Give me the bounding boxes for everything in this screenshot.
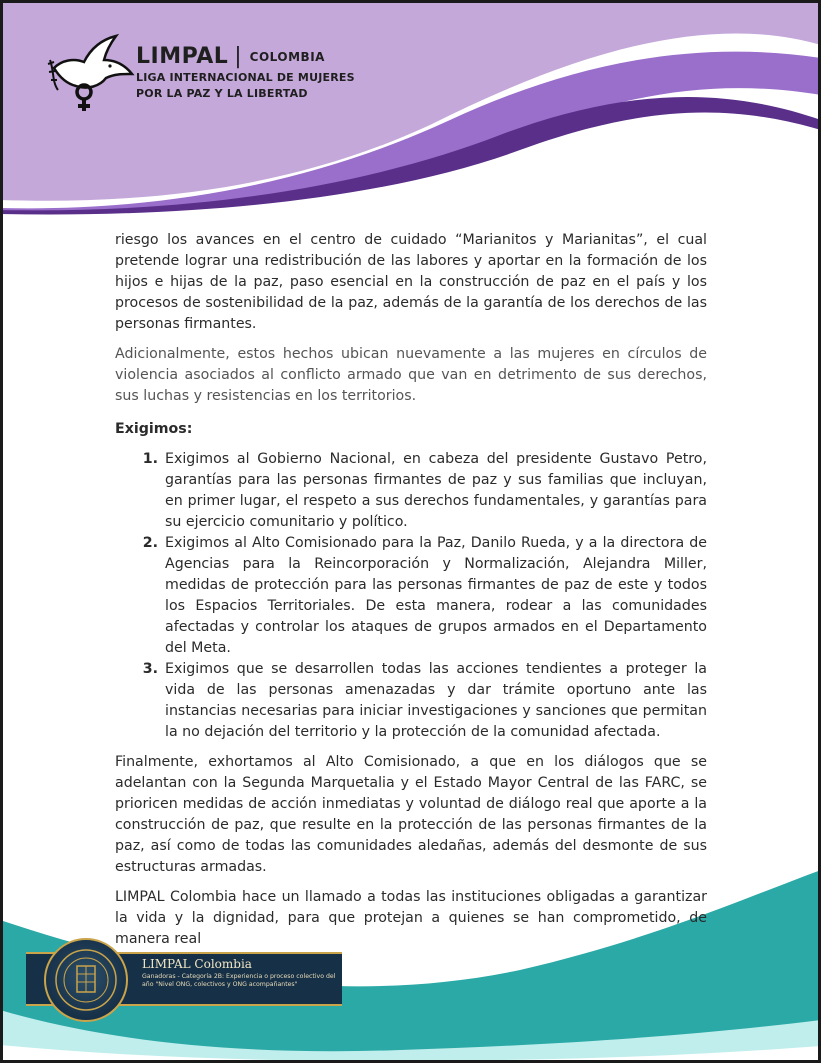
demand-item-1: 1. Exigimos al Gobierno Nacional, en cabeza del presidente Gustavo Petro, garantías para las personas firmantes de paz y sus familias que incluyan, en primer lugar, el respeto a sus derechos fundamentales, y garantías para su ejercicio comunitario y político. xyxy=(163,449,707,533)
brand-subtitle-line-2: POR LA PAZ Y LA LIBERTAD xyxy=(136,87,308,100)
brand-name: LIMPAL xyxy=(136,44,229,69)
body-paragraph-2: Adicionalmente, estos hechos ubican nuevamente a las mujeres en círculos de violencia asociados al conflicto armado que van en detrimento de sus derechos, sus luchas y resistencias en los territorios. xyxy=(115,346,707,404)
award-description: Ganadoras - Categoría 2B: Experiencia o proceso colectivo del año "Nivel ONG, colectivos y ONG acompañantes" xyxy=(142,973,336,988)
document-body xyxy=(115,230,707,959)
brand-subtitle-line-1: LIGA INTERNACIONAL DE MUJERES xyxy=(136,71,355,84)
brand-separator: | xyxy=(234,44,242,69)
demands-heading: Exigimos: xyxy=(115,421,193,437)
award-title: LIMPAL Colombia xyxy=(142,957,252,971)
body-paragraph-4: LIMPAL Colombia hace un llamado a todas las instituciones obligadas a garantizar la vida y la dignidad, para que protejan a quienes se han comprometido, de manera real xyxy=(115,889,707,947)
demand-item-2: 2. Exigimos al Alto Comisionado para la Paz, Danilo Rueda, y a la directora de Agencias para la Reincorporación y Normalización, Alejandra Miller, medidas de protección para las personas firmantes de paz de este y todos los Espacios Territoriales. De esta manera, rodear a las comunidades afectadas y controlar los ataques de grupos armados en el Departamento del Meta. xyxy=(163,533,707,659)
dove-with-venus-symbol-icon xyxy=(40,30,140,112)
award-medal-icon xyxy=(44,938,128,1022)
demand-item-3: 3. Exigimos que se desarrollen todas las acciones tendientes a proteger la vida de las personas amenazadas y dar trámite oportuno ante las instancias necesarias para iniciar investigaciones y sanciones que permitan la no dejación del territorio y la protección de la comunidad afectada. xyxy=(163,659,707,743)
body-paragraph-3: Finalmente, exhortamos al Alto Comisionado, a que en los diálogos que se adelantan con la Segunda Marquetalia y el Estado Mayor Central de las FARC, se prioricen medidas de acción inmediatas y voluntad de diálogo real que aporte a la construcción de paz, que resulte en la protección de las personas firmantes de la paz, así como de todas las comunidades aledañas, además del desmonte de sus estructuras armadas. xyxy=(115,754,707,875)
organization-brand xyxy=(136,44,355,101)
award-banner xyxy=(26,952,342,1006)
brand-country: COLOMBIA xyxy=(249,49,325,64)
body-paragraph-1: riesgo los avances en el centro de cuidado “Marianitos y Marianitas”, el cual pretende lograr una redistribución de las labores y aportar en la formación de los hijos e hijas de la paz, paso esencial en la construcción de paz en el país y los procesos de sostenibilidad de la paz, además de la garantía de los derechos de las personas firmantes. xyxy=(115,232,707,332)
demands-list xyxy=(115,449,707,743)
